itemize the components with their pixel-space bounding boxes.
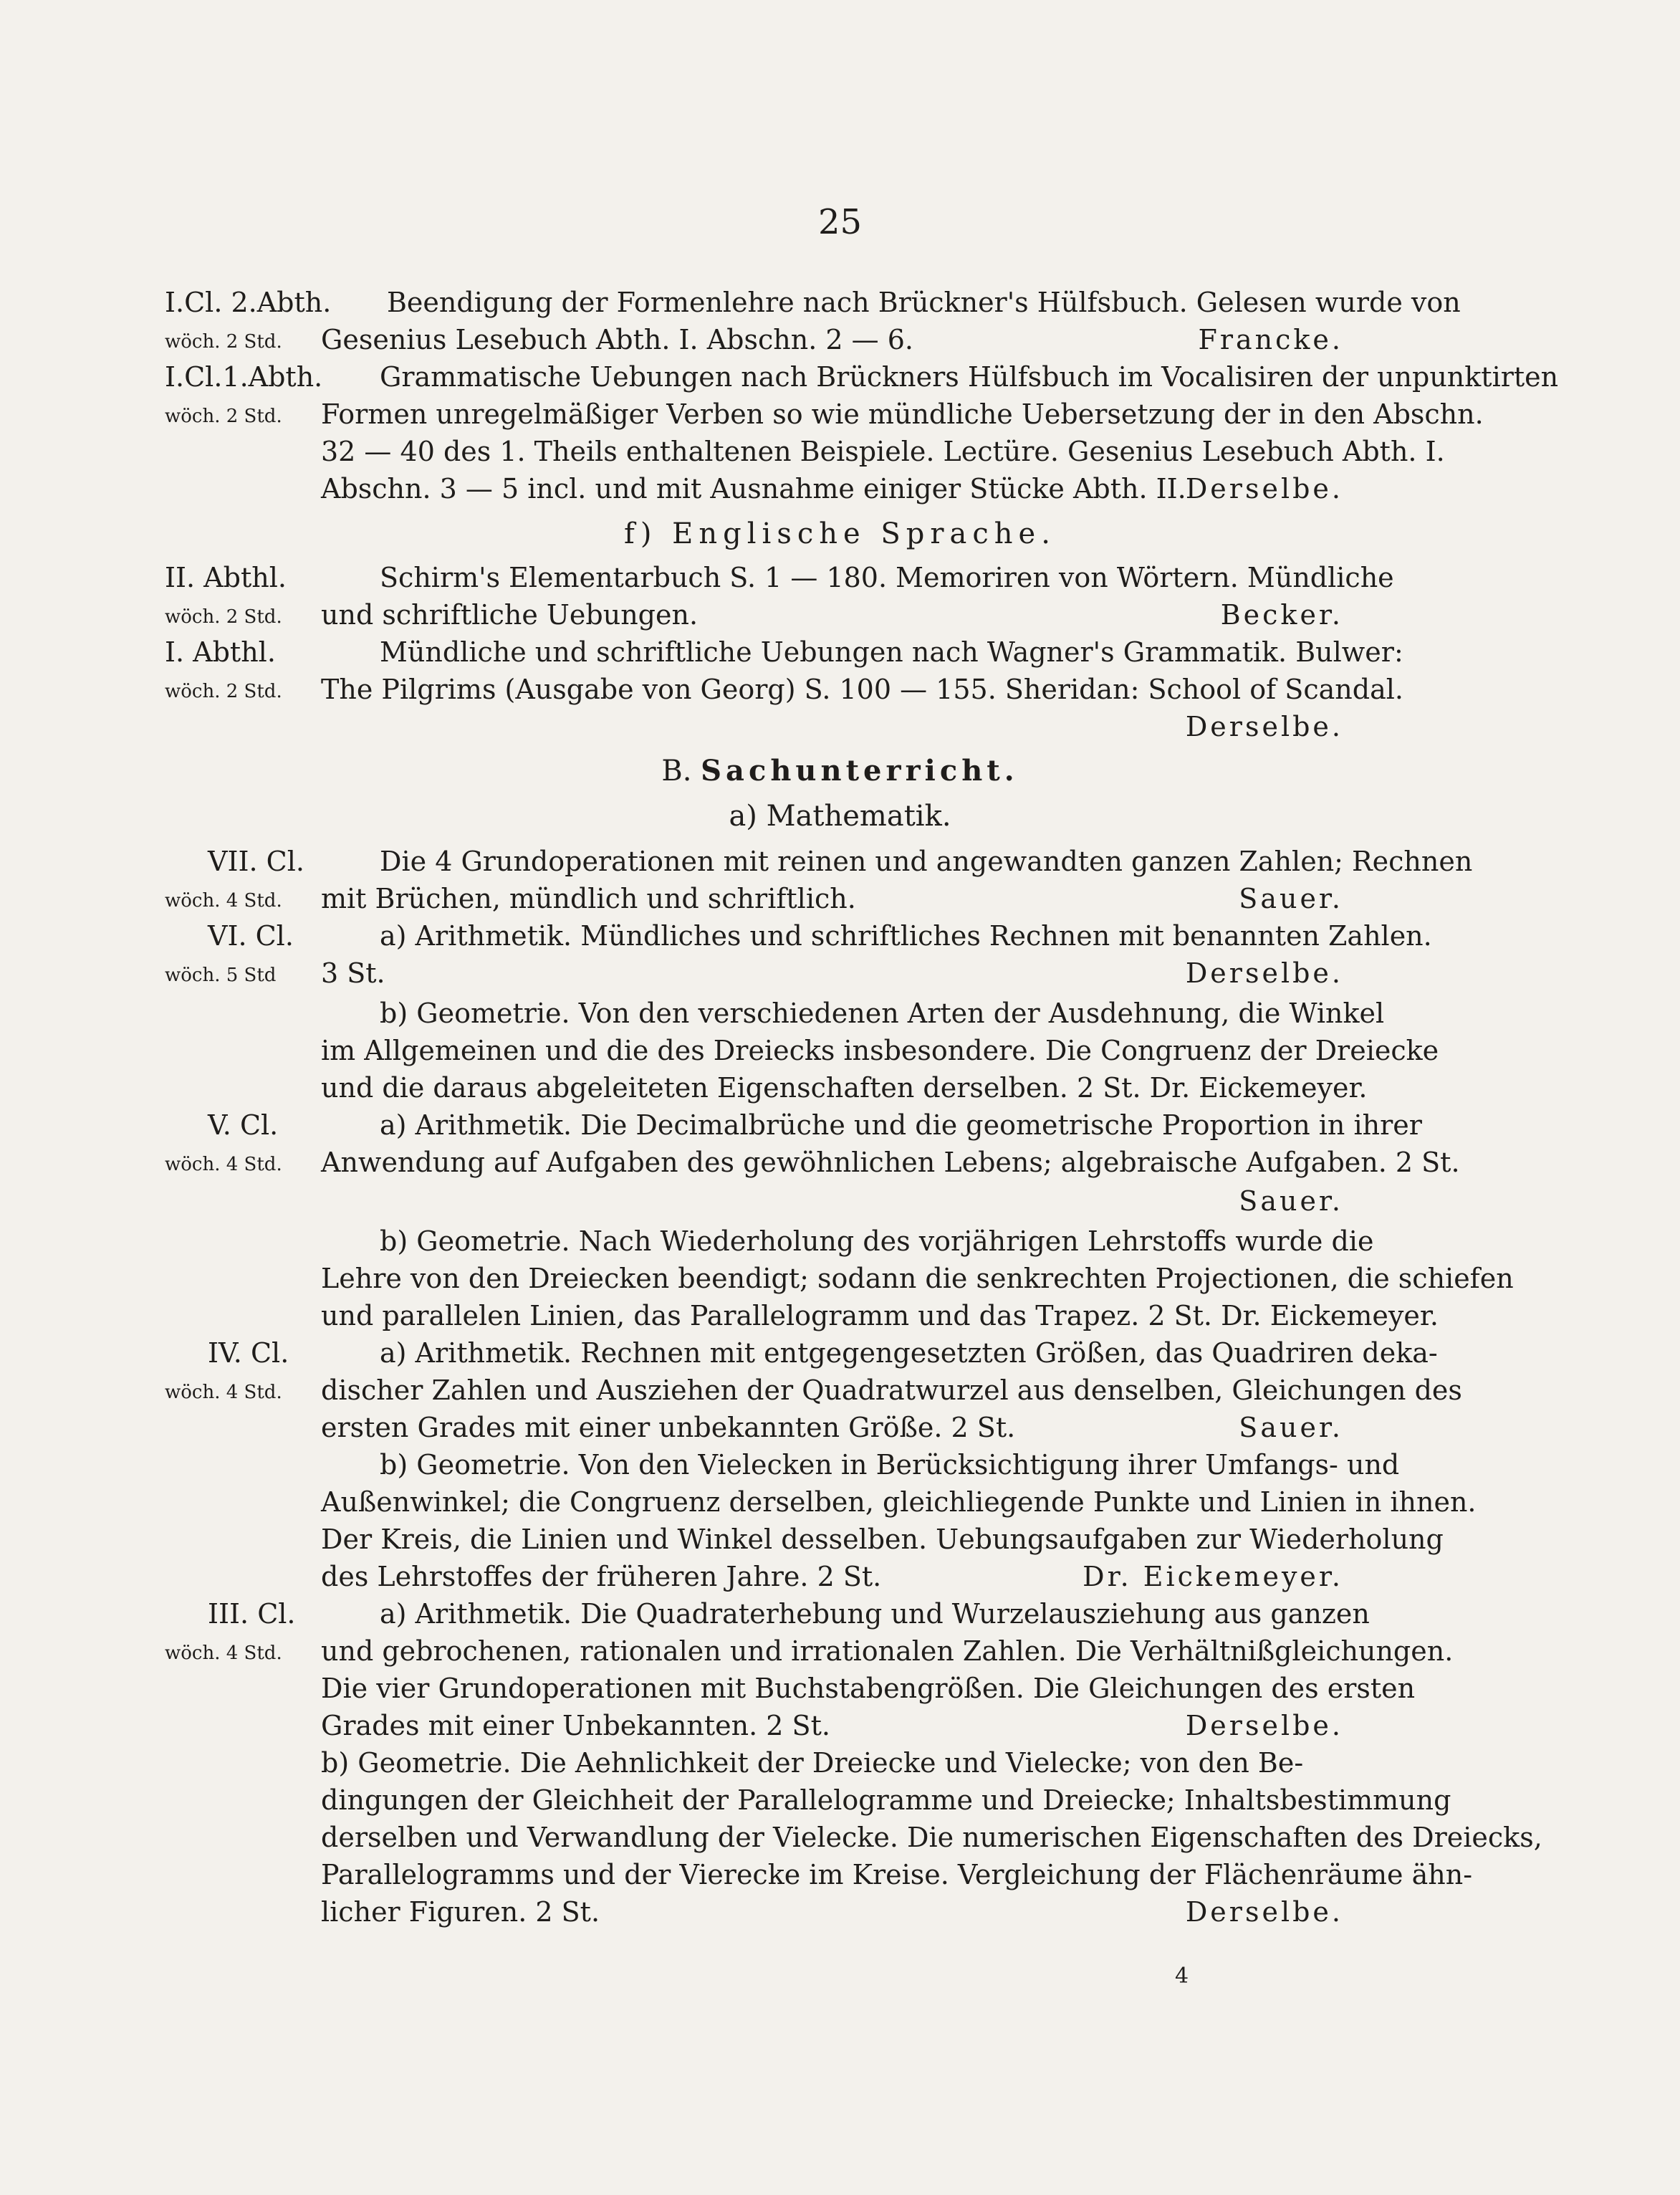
text-line: Die vier Grundoperationen mit Buchstabengrößen. Die Gleichungen des ersten	[321, 1673, 1416, 1704]
page-number: 25	[817, 202, 863, 242]
class-label: II. Abthl.	[165, 562, 287, 593]
teacher-name: Sauer.	[1239, 1412, 1343, 1443]
text-line: und gebrochenen, rationalen und irrationalen Zahlen. Die Verhältnißgleichungen.	[321, 1635, 1454, 1667]
class-label: IV. Cl.	[208, 1337, 289, 1369]
text-line: und die daraus abgeleiteten Eigenschaften derselben. 2 St. Dr. Eickemeyer.	[321, 1072, 1368, 1104]
text-line: und schriftliche Uebungen.	[321, 599, 699, 631]
text-line: b) Geometrie. Nach Wiederholung des vorjährigen Lehrstoffs wurde die	[380, 1225, 1374, 1257]
text-line: Der Kreis, die Linien und Winkel desselben. Uebungsaufgaben zur Wiederholung	[321, 1524, 1444, 1555]
text-line: Formen unregelmäßiger Verben so wie mündliche Uebersetzung der in den Abschn.	[321, 398, 1484, 430]
text-line: im Allgemeinen und die des Dreiecks insbesondere. Die Congruenz der Dreiecke	[321, 1035, 1439, 1066]
text-line: a) Arithmetik. Rechnen mit entgegengesetzten Größen, das Quadriren deka-	[380, 1337, 1438, 1369]
teacher-name: Derselbe.	[1185, 957, 1343, 989]
class-label: I.Cl.1.Abth.	[165, 361, 323, 393]
text-line: 3 St.	[321, 957, 385, 989]
hours-label: wöch. 2 Std.	[165, 406, 282, 427]
text-line: a) Arithmetik. Mündliches und schriftliches Rechnen mit benannten Zahlen.	[380, 920, 1432, 952]
section-letter: B.	[661, 755, 692, 788]
section-heading: f) Englische Sprache.	[624, 517, 1056, 550]
hours-label: wöch. 4 Std.	[165, 1382, 282, 1403]
text-line: Beendigung der Formenlehre nach Brückner's Hülfsbuch. Gelesen wurde von	[387, 287, 1461, 318]
text-line: discher Zahlen und Ausziehen der Quadratwurzel aus denselben, Gleichungen des	[321, 1374, 1462, 1406]
text-line: derselben und Verwandlung der Vielecke. Die numerischen Eigenschaften des Dreiecks,	[321, 1822, 1542, 1853]
class-label: VI. Cl.	[208, 920, 294, 952]
text-line: ersten Grades mit einer unbekannten Größe. 2 St.	[321, 1412, 1016, 1443]
text-line: dingungen der Gleichheit der Parallelogramme und Dreiecke; Inhaltsbestimmung	[321, 1784, 1451, 1816]
text-line: licher Figuren. 2 St.	[321, 1896, 600, 1928]
hours-label: wöch. 2 Std.	[165, 606, 282, 628]
class-label: III. Cl.	[208, 1598, 296, 1630]
teacher-name: Francke.	[1198, 324, 1343, 355]
hours-label: wöch. 4 Std.	[165, 890, 282, 912]
text-line: Grades mit einer Unbekannten. 2 St.	[321, 1710, 830, 1741]
text-line: Lehre von den Dreiecken beendigt; sodann die senkrechten Projectionen, die schiefen	[321, 1263, 1514, 1294]
math-heading: a) Mathematik.	[729, 800, 951, 833]
teacher-name: Sauer.	[1239, 1185, 1343, 1217]
signature-mark: 4	[1175, 1964, 1189, 1989]
teacher-name: Becker.	[1220, 599, 1343, 631]
section-title: Sachunterricht.	[701, 754, 1019, 788]
text-line: 32 — 40 des 1. Theils enthaltenen Beispiele. Lectüre. Gesenius Lesebuch Abth. I.	[321, 436, 1445, 467]
text-line: a) Arithmetik. Die Quadraterhebung und Wurzelausziehung aus ganzen	[380, 1598, 1370, 1630]
text-line: Grammatische Uebungen nach Brückners Hülfsbuch im Vocalisiren der unpunktirten	[380, 361, 1559, 393]
text-line: a) Arithmetik. Die Decimalbrüche und die geometrische Proportion in ihrer	[380, 1109, 1422, 1141]
text-line: des Lehrstoffes der früheren Jahre. 2 St.	[321, 1561, 882, 1592]
text-line: b) Geometrie. Von den Vielecken in Berücksichtigung ihrer Umfangs- und	[380, 1449, 1400, 1481]
class-label: V. Cl.	[208, 1109, 279, 1141]
text-line: Schirm's Elementarbuch S. 1 — 180. Memoriren von Wörtern. Mündliche	[380, 562, 1394, 593]
text-line: Abschn. 3 — 5 incl. und mit Ausnahme einiger Stücke Abth. II.	[321, 473, 1186, 504]
text-line: Mündliche und schriftliche Uebungen nach Wagner's Grammatik. Bulwer:	[380, 636, 1403, 668]
text-line: mit Brüchen, mündlich und schriftlich.	[321, 883, 856, 914]
text-line: Gesenius Lesebuch Abth. I. Abschn. 2 — 6.	[321, 324, 913, 355]
teacher-name: Derselbe.	[1185, 1896, 1343, 1928]
teacher-name: Derselbe.	[1185, 711, 1343, 742]
text-line: Die 4 Grundoperationen mit reinen und angewandten ganzen Zahlen; Rechnen	[380, 846, 1473, 877]
text-line: b) Geometrie. Von den verschiedenen Arten der Ausdehnung, die Winkel	[380, 998, 1385, 1029]
class-label: VII. Cl.	[208, 846, 304, 877]
text-line: Außenwinkel; die Congruenz derselben, gleichliegende Punkte und Linien in ihnen.	[321, 1486, 1477, 1518]
teacher-name: Derselbe.	[1185, 473, 1343, 504]
text-line: Parallelogramms und der Vierecke im Kreise. Vergleichung der Flächenräume ähn-	[321, 1859, 1473, 1890]
hours-label: wöch. 4 Std.	[165, 1642, 282, 1664]
hours-label: wöch. 5 Std	[165, 965, 277, 986]
text-line: The Pilgrims (Ausgabe von Georg) S. 100 — 155. Sheridan: School of Scandal.	[321, 674, 1403, 705]
teacher-name: Sauer.	[1239, 883, 1343, 914]
hours-label: wöch. 4 Std.	[165, 1154, 282, 1175]
class-label: I. Abthl.	[165, 636, 276, 668]
teacher-name: Derselbe.	[1185, 1710, 1343, 1741]
hours-label: wöch. 2 Std.	[165, 331, 282, 353]
teacher-name: Dr. Eickemeyer.	[1083, 1561, 1343, 1592]
text-line: Anwendung auf Aufgaben des gewöhnlichen Lebens; algebraische Aufgaben. 2 St.	[321, 1147, 1460, 1178]
section-b-heading	[0, 754, 1680, 788]
class-label: I.Cl. 2.Abth.	[165, 287, 332, 318]
hours-label: wöch. 2 Std.	[165, 681, 282, 702]
text-line: und parallelen Linien, das Parallelogramm und das Trapez. 2 St. Dr. Eickemeyer.	[321, 1300, 1439, 1331]
text-line: b) Geometrie. Die Aehnlichkeit der Dreiecke und Vielecke; von den Be-	[321, 1747, 1304, 1779]
